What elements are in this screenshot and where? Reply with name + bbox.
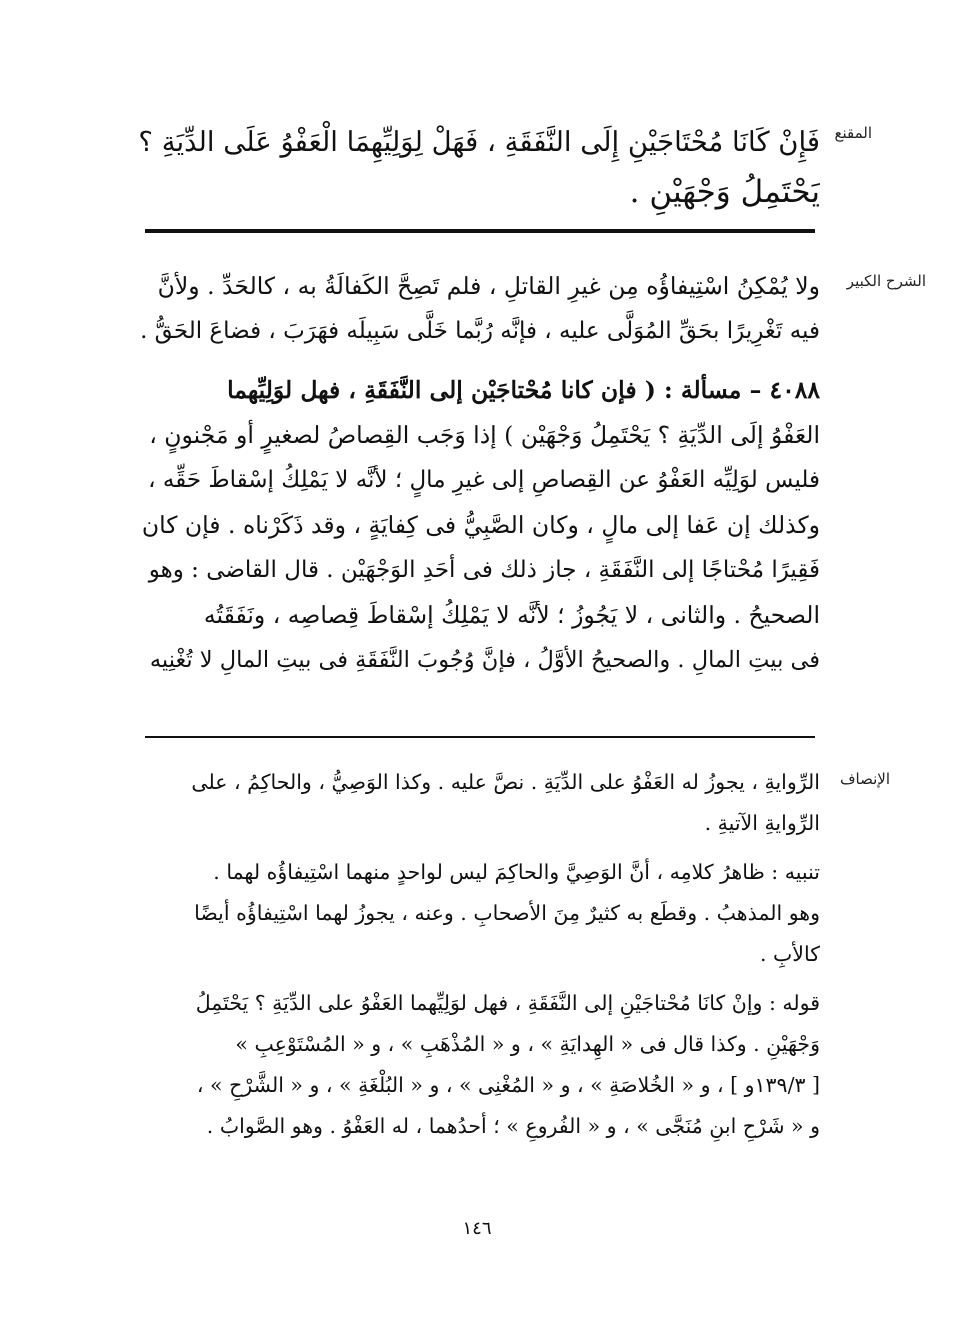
insaf-line: و « شَرْحِ ابنِ مُنَجَّى » ، و « الفُروعِ » ؛ أحدُهما ، له العَفْوُ . وهو الصَّوابُ . [206,1114,820,1138]
insaf-line: وهو المذهبُ . وقطَع به كثيرٌ مِنَ الأصحابِ . وعنه ، يجوزُ لهما اسْتِيفاؤُه أيضًا [194,901,820,925]
section-divider [145,229,815,233]
section-label-sharh: الشرح الكبير [846,272,926,290]
insaf-line: كالأبِ . [759,942,820,966]
section-divider [145,736,815,738]
sharh-line: فليس لوَلِيِّه العَفْوُ عن القِصاصِ إلى غيرِ مالٍ ؛ لأنَّه لا يَمْلِكُ إسْقاطَ حَقِّه ، [148,467,820,493]
insaf-text [138,762,820,1147]
muqni-text [138,117,820,217]
insaf-line: [ ١٣٩/٣و ] ، و « الخُلاصَةِ » ، و « المُغْنِى » ، و « البُلْغَةِ » ، و « الشَّرْحِ » ، [196,1073,820,1097]
sharh-line: فَقِيرًا مُحْتاجًا إلى النَّفَقَةِ ، جاز ذلك فى أحَدِ الوَجْهَيْن . قال القاضى : وهو [148,557,820,583]
muqni-line: يَحْتَمِلُ وَجْهَيْنِ . [629,174,820,210]
sharh-line: فى بيتِ المالِ . والصحيحُ الأوَّلُ ، فإنَّ وُجُوبَ النَّفَقَةِ فى بيتِ المالِ لا تُغْنِيه [149,647,820,673]
insaf-line: تنبيه : ظاهرُ كلامِه ، أنَّ الوَصِيَّ والحاكِمَ ليس لواحدٍ منهما اسْتِيفاؤُه لهما . [213,860,820,884]
section-label-insaf: الإنصاف [839,770,890,788]
sharh-line: العَفْوُ إلَى الدِّيَةِ ؟ يَحْتَمِلُ وَجْهَيْن ) إذا وَجَب القِصاصُ لصغيرٍ أو مَجْنونٍ ، [149,421,820,449]
sharh-line: فيه تَغْرِيرًا بحَقِّ المُوَلَّى عليه ، فإنَّه رُبَّما خَلَّى سَبِيلَه فهَرَبَ ، فضاعَ الحَقُّ . [140,318,820,344]
sharh-line: وكذلك إن عَفا إلى مالٍ ، وكان الصَّبِيُّ فى كِفايَةٍ ، وقد ذَكَرْناه . فإن كان [141,511,820,539]
section-label-muqni: المقنع [834,124,872,142]
sharh-line: ولا يُمْكِنُ اسْتِيفاؤُه مِن غيرِ القاتلِ ، فلم تَصِحَّ الكَفالَةُ به ، كالحَدِّ . ولأنَّ [157,272,820,300]
sharh-text [138,264,820,683]
insaf-line: الرِّوايةِ ، يجوزُ له العَفْوُ على الدِّيَةِ . نصَّ عليه . وكذا الوَصِيُّ ، والحاكِمُ ، على [191,770,820,794]
insaf-line: قوله : وإنْ كانَا مُحْتاجَيْنِ إلى النَّفَقَةِ ، فهل لوَلِيِّهما العَفْوُ على الدِّيَةِ ؟ يَحْتَمِلُ [195,991,820,1015]
page-number: ١٤٦ [462,1218,492,1239]
insaf-line: الرِّوايةِ الآتيةِ . [704,811,820,835]
insaf-line: وَجْهَيْنِ . وكذا قال فى « الهِدايَةِ » ، و « المُذْهَبِ » ، و « المُسْتَوْعِبِ » [235,1032,820,1056]
sharh-line: ٤٠٨٨ – مسألة : ( فإن كانا مُحْتاجَيْن إلى النَّفَقَةِ ، فهل لوَلِيِّهما [227,376,820,404]
sharh-line: الصحيحُ . والثانى ، لا يَجُوزُ ؛ لأنَّه لا يَمْلِكُ إسْقاطَ قِصاصِه ، ونَفَقَتُه [203,601,820,629]
muqni-line: فَإِنْ كَانَا مُحْتَاجَيْنِ إِلَى النَّفَقَةِ ، فَهَلْ لِوَلِيِّهِمَا الْعَفْوُ عَلَى الدِّيَةِ ؟ [138,126,820,158]
